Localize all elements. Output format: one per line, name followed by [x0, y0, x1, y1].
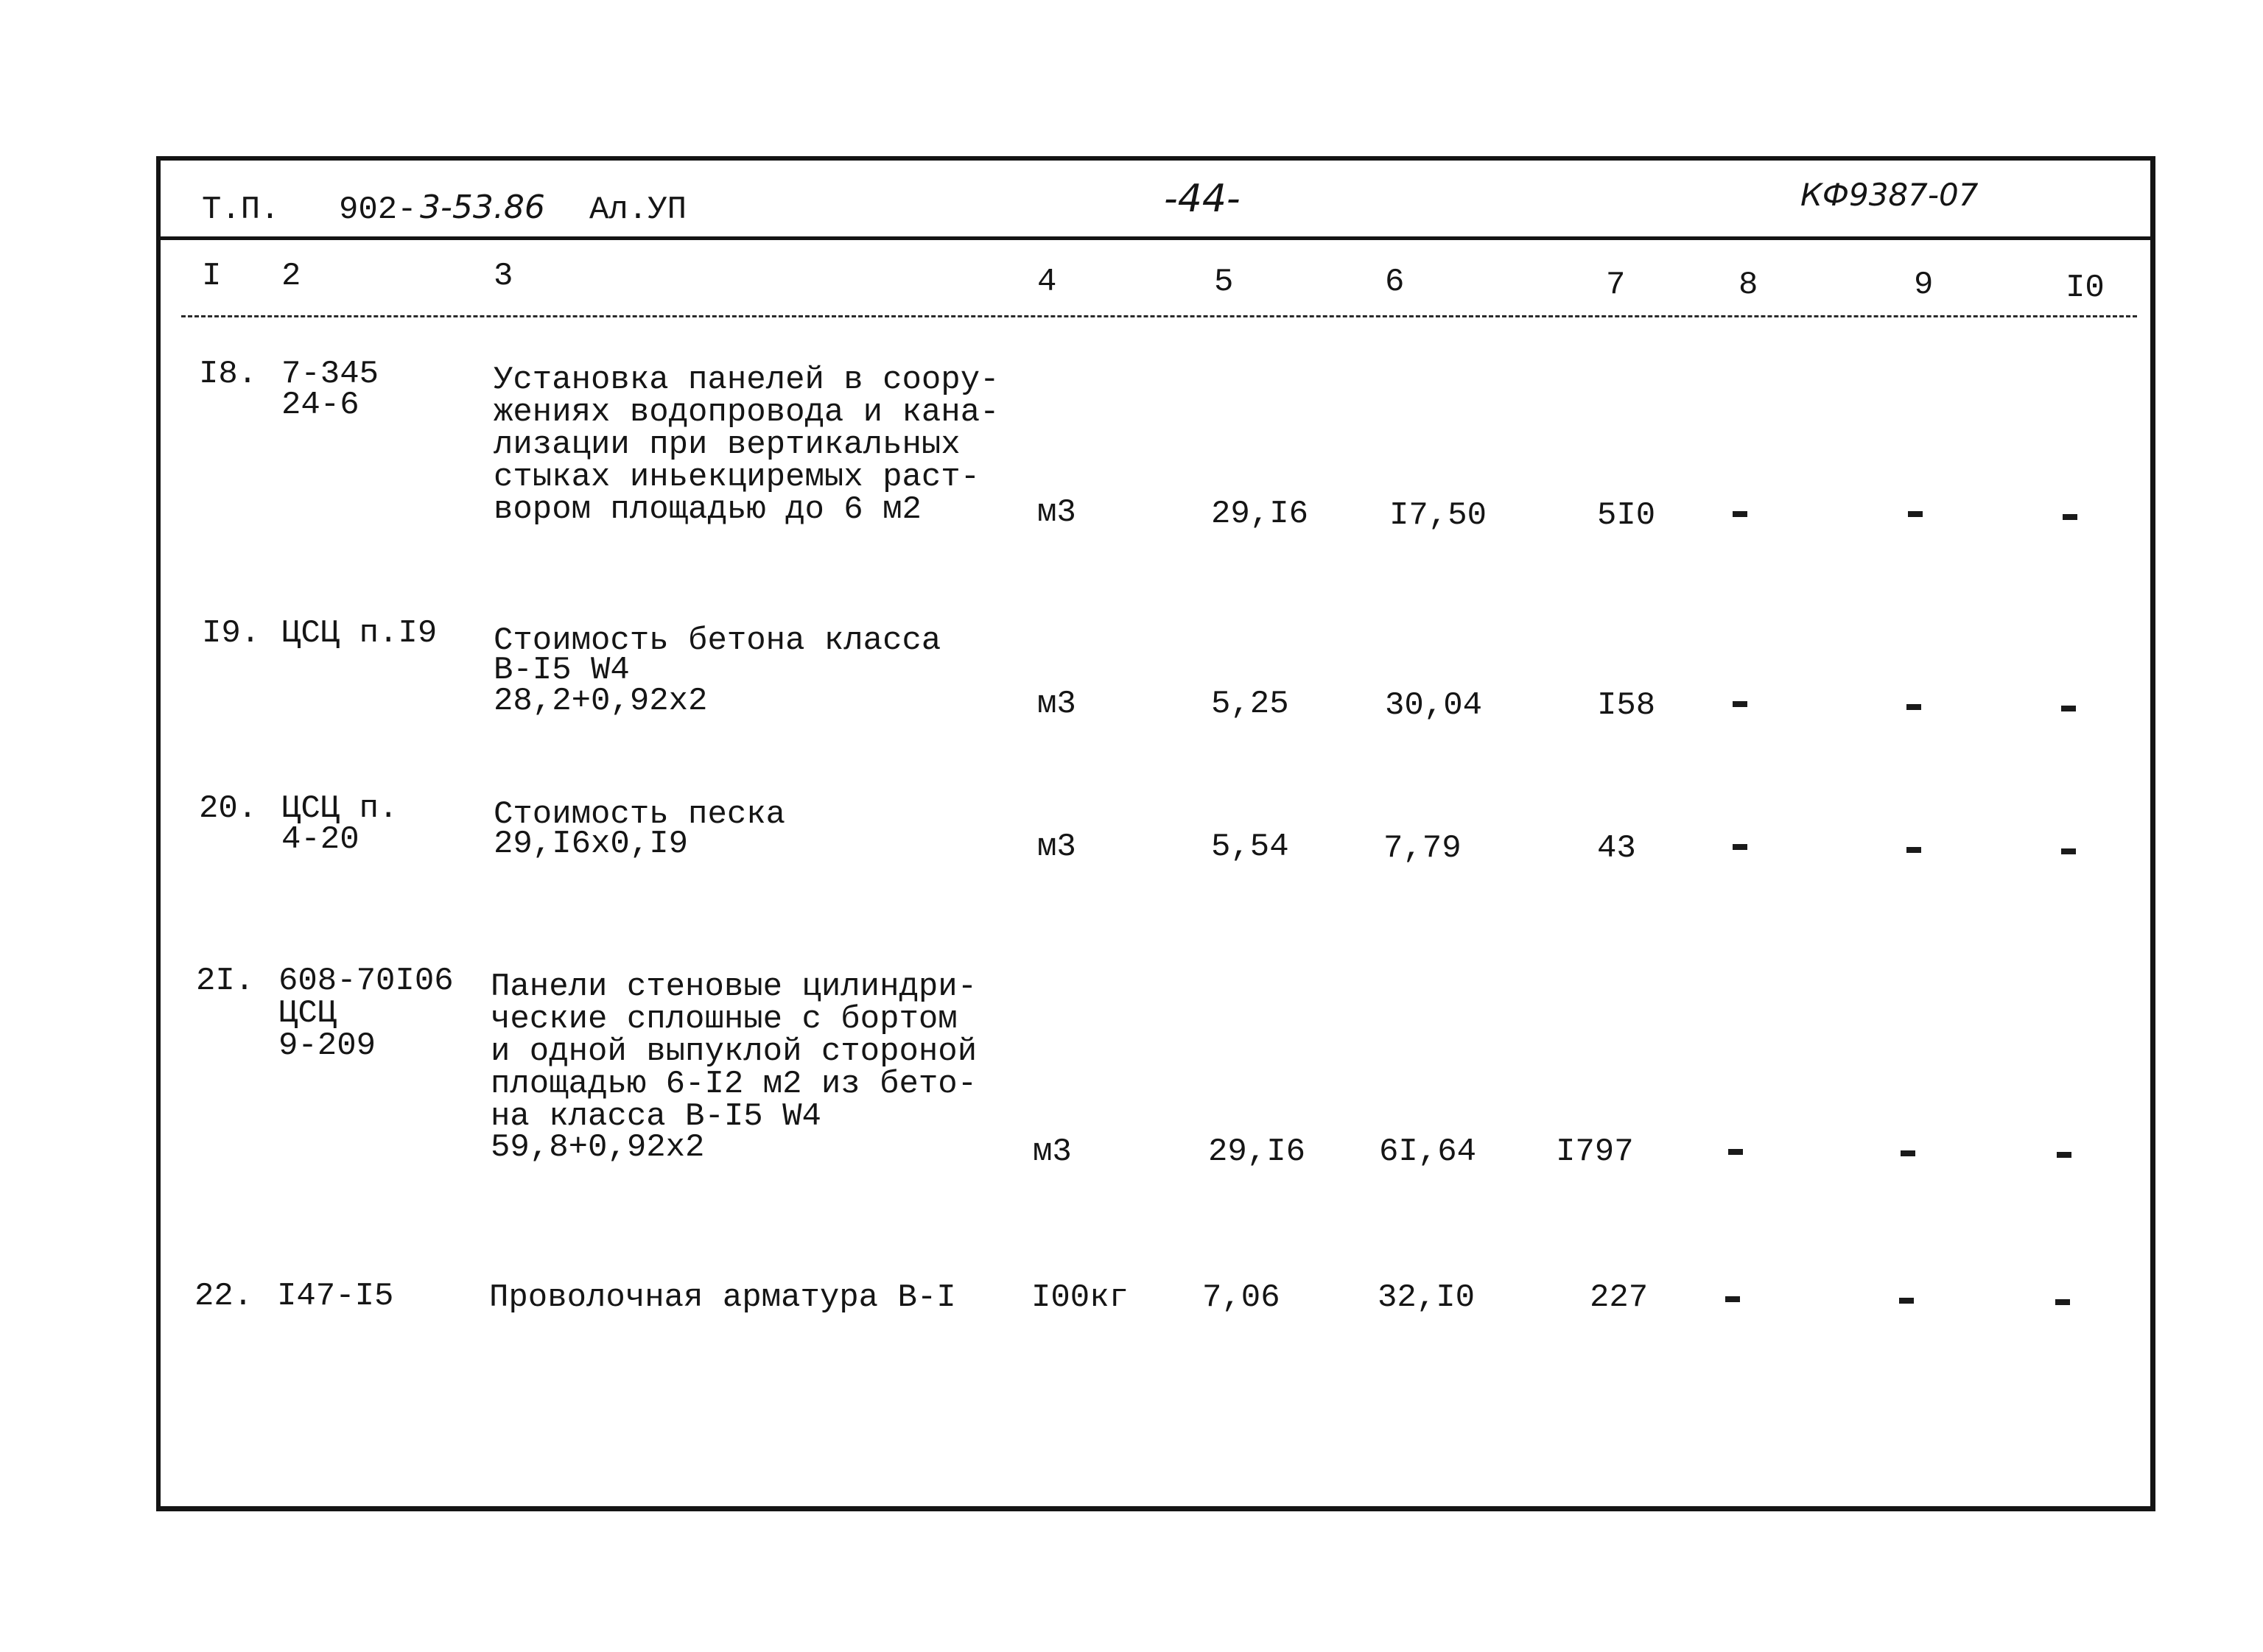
row-col9-dash: [1908, 511, 1923, 517]
row-code-line: 24-6: [281, 387, 359, 423]
row-description-line: и одной выпуклой стороной: [491, 1033, 978, 1070]
row-unit: м3: [1037, 494, 1076, 531]
header-divider: [161, 236, 2150, 240]
row-description-line: стыках иньекциремых раст-: [494, 459, 980, 496]
row-unit: м3: [1033, 1133, 1072, 1170]
row-col10-dash: [2057, 1152, 2071, 1158]
row-code-line: ЦСЦ п.I9: [281, 615, 438, 652]
row-code-line: 7-345: [281, 356, 379, 393]
row-col8-dash: [1733, 844, 1747, 850]
column-header-5: 5: [1214, 264, 1234, 300]
row-total: I797: [1556, 1133, 1634, 1170]
row-col9-dash: [1901, 1150, 1915, 1156]
row-number: 2I.: [196, 963, 255, 999]
row-total: I58: [1597, 687, 1656, 724]
row-unit: м3: [1037, 686, 1076, 723]
row-col10-dash: [2063, 514, 2077, 520]
row-col9-dash: [1906, 847, 1921, 853]
row-price: 32,I0: [1378, 1279, 1476, 1316]
row-description-line: жениях водопровода и кана-: [494, 394, 1000, 431]
column-header-6: 6: [1385, 264, 1405, 300]
row-description-line: Панели стеновые цилиндри-: [491, 969, 978, 1005]
row-total: 227: [1590, 1279, 1649, 1316]
row-description-line: В-I5 W4: [494, 652, 630, 689]
row-col10-dash: [2061, 848, 2076, 854]
row-price: I7,50: [1389, 497, 1487, 534]
row-quantity: 5,54: [1211, 829, 1289, 865]
doc-suffix: Ал.УП: [589, 191, 687, 228]
row-quantity: 29,I6: [1208, 1133, 1306, 1170]
stamp-code: КФ9387-07: [1800, 177, 1979, 213]
row-description-line: Стоимость песка: [494, 796, 786, 833]
row-description-line: Стоимость бетона класса: [494, 622, 941, 659]
row-col9-dash: [1899, 1298, 1914, 1304]
column-header-4: 4: [1037, 264, 1057, 300]
row-description-line: Проволочная арматура В-I: [489, 1279, 956, 1316]
row-quantity: 7,06: [1202, 1279, 1280, 1316]
column-header-10: I0: [2066, 270, 2105, 306]
row-description-line: вором площадью до 6 м2: [494, 491, 922, 528]
row-code-line: I47-I5: [277, 1278, 394, 1315]
row-number: 20.: [199, 790, 258, 827]
row-col8-dash: [1728, 1149, 1743, 1155]
row-price: 7,79: [1383, 830, 1462, 867]
row-col10-dash: [2055, 1299, 2070, 1305]
row-col10-dash: [2061, 706, 2076, 711]
row-unit: м3: [1037, 829, 1076, 865]
row-total: 5I0: [1597, 497, 1656, 534]
row-unit: I00кг: [1031, 1279, 1129, 1316]
row-col9-dash: [1906, 704, 1921, 710]
row-description-line: на класса В-I5 W4: [491, 1098, 821, 1135]
row-number: I8.: [199, 356, 258, 393]
column-header-3: 3: [494, 258, 513, 295]
column-header-9: 9: [1914, 267, 1934, 303]
row-price: 30,04: [1385, 687, 1483, 724]
document-sheet: [156, 156, 2155, 1511]
row-description-line: площадью 6-I2 м2 из бето-: [491, 1066, 978, 1103]
row-description-line: 28,2+0,92х2: [494, 683, 708, 720]
row-description-line: ческие сплошные с бортом: [491, 1001, 958, 1038]
column-header-1: I: [202, 258, 222, 295]
row-code-line: ЦСЦ: [278, 995, 337, 1032]
row-total: 43: [1597, 830, 1636, 867]
row-quantity: 5,25: [1211, 686, 1289, 723]
row-description-line: 29,I6х0,I9: [494, 826, 689, 862]
column-header-2: 2: [281, 258, 301, 295]
row-col8-dash: [1725, 1296, 1740, 1302]
row-description-line: Установка панелей в соору-: [494, 362, 1000, 398]
column-header-divider: [181, 315, 2137, 317]
column-header-8: 8: [1739, 267, 1758, 303]
doc-prefix: Т.П.: [202, 191, 280, 228]
row-col8-dash: [1733, 701, 1747, 707]
column-header-7: 7: [1606, 267, 1626, 303]
row-quantity: 29,I6: [1211, 496, 1309, 532]
row-number: I9.: [202, 615, 261, 652]
doc-number-printed: 902-: [339, 191, 417, 228]
row-number: 22.: [194, 1278, 253, 1315]
row-code-line: ЦСЦ п.: [281, 790, 399, 827]
row-description-line: 59,8+0,92х2: [491, 1129, 705, 1166]
row-code-line: 9-209: [278, 1027, 376, 1064]
row-code-line: 608-70I06: [278, 963, 454, 999]
doc-number-handwritten: 3-53.86: [420, 189, 545, 226]
row-col8-dash: [1733, 511, 1747, 517]
row-price: 6I,64: [1379, 1133, 1477, 1170]
row-code-line: 4-20: [281, 821, 359, 858]
page-number: -44-: [1164, 177, 1241, 221]
row-description-line: лизации при вертикальных: [494, 426, 961, 463]
